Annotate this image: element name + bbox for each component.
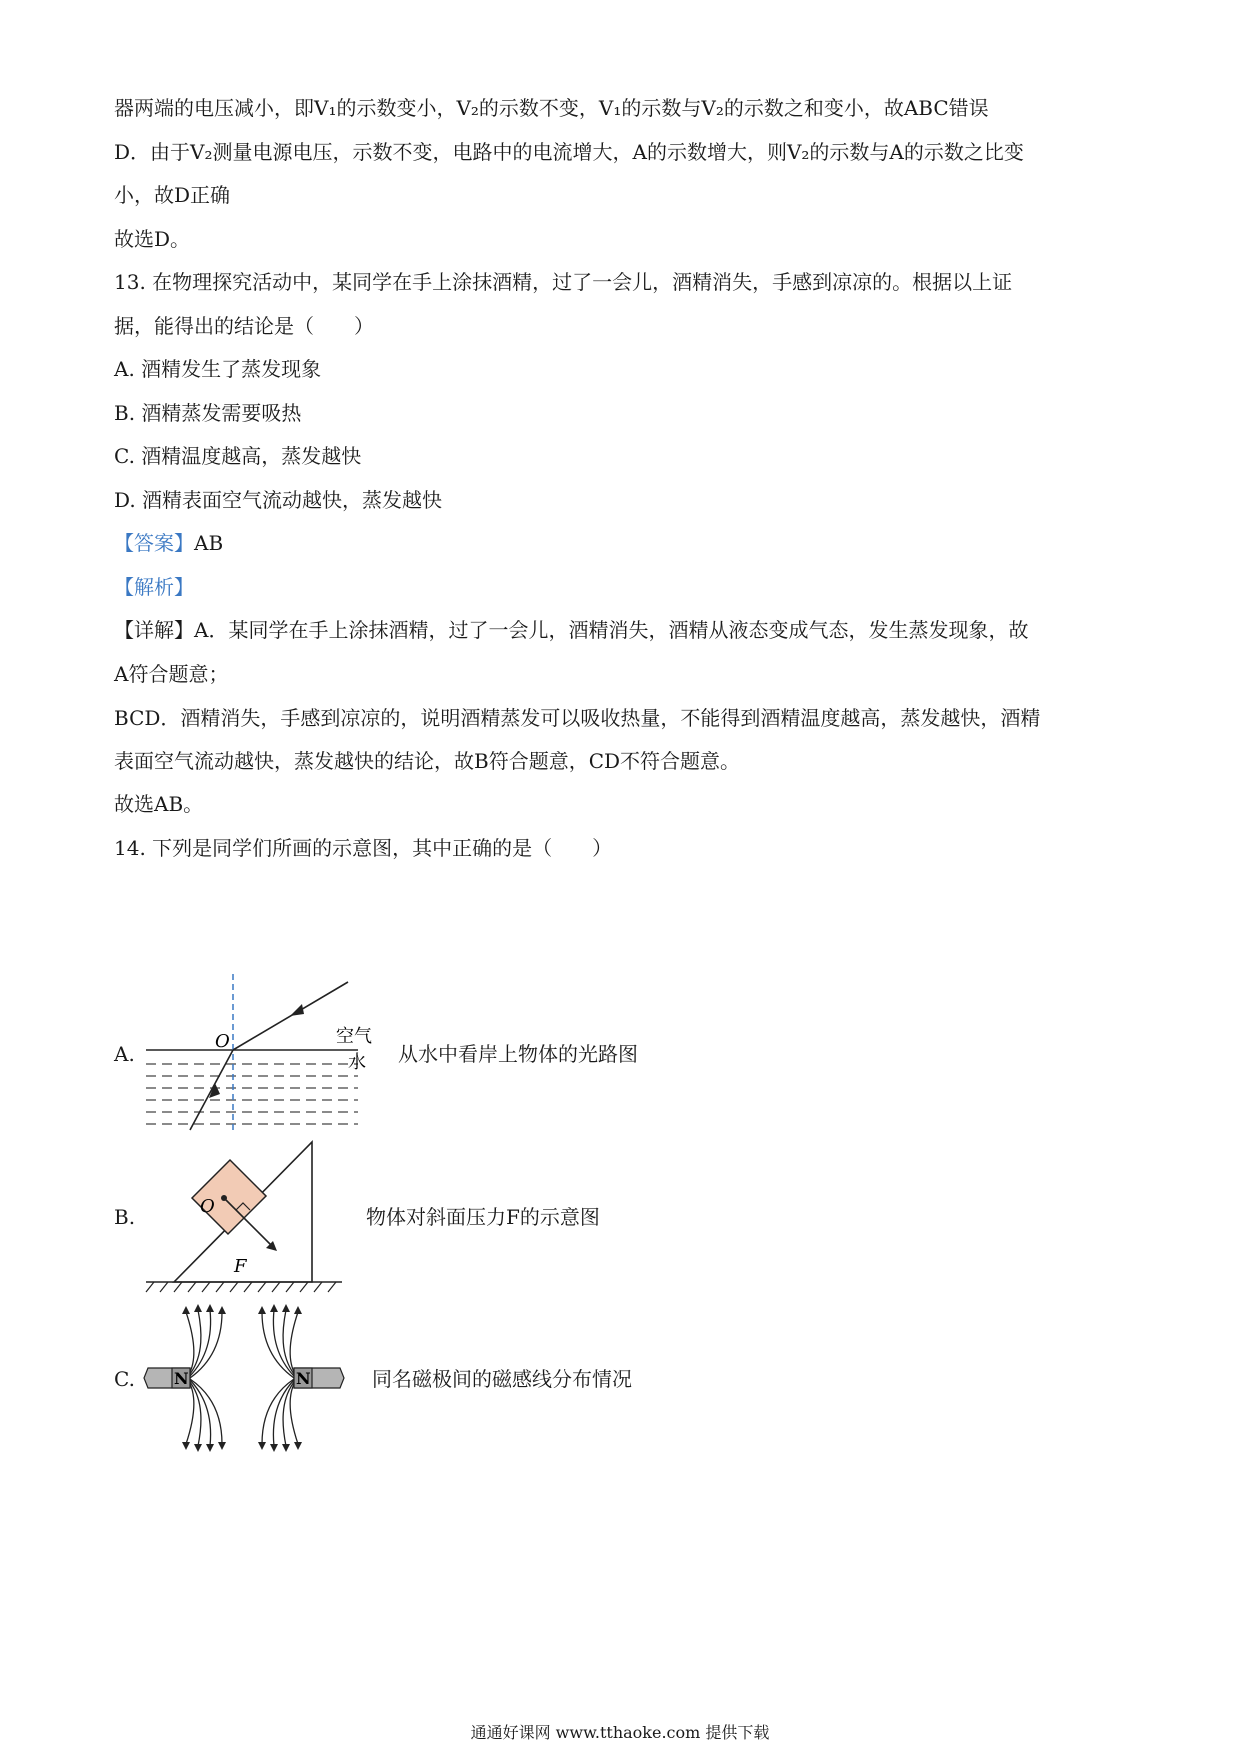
air-label: 空气: [336, 1026, 372, 1047]
field-lines: [186, 1310, 298, 1446]
text-line: 小，故D正确: [114, 183, 231, 207]
detail-line: 【详解】A．某同学在手上涂抹酒精，过了一会儿，酒精消失，酒精从液态变成气态，发生蒸发现象，故: [114, 618, 1029, 642]
option-a-caption: 从水中看岸上物体的光路图: [398, 1042, 638, 1066]
detail-line: BCD．酒精消失，手感到凉凉的，说明酒精蒸发可以吸收热量，不能得到酒精温度越高，蒸发越快，酒精: [114, 706, 1041, 730]
footer-source: 通通好课网 www.tthaoke.com 提供下载: [470, 1723, 770, 1742]
detail-line: 表面空气流动越快，蒸发越快的结论，故B符合题意，CD不符合题意。: [114, 749, 741, 773]
answer-line: [114, 529, 1144, 557]
option-c: C. 酒精温度越高，蒸发越快: [114, 444, 362, 468]
incline-diagram: [140, 1136, 350, 1296]
option-b-label: B.: [114, 1205, 136, 1229]
option-b: B. 酒精蒸发需要吸热: [114, 401, 302, 425]
left-pole-label: N: [174, 1369, 189, 1388]
incident-ray: [233, 982, 348, 1050]
question-14-stem: 14. 下列是同学们所画的示意图，其中正确的是（ ）: [114, 836, 613, 860]
point-o-label: O: [200, 1196, 215, 1217]
refracted-ray: [190, 1050, 233, 1130]
water-surface: [146, 1050, 358, 1124]
point-o-label: O: [215, 1031, 230, 1052]
question-13-stem-cont: 据，能得出的结论是（ ）: [114, 314, 374, 338]
magnet-diagram: [140, 1300, 380, 1460]
detail-line: 故选AB。: [114, 792, 204, 816]
ground-hatching: [146, 1282, 336, 1292]
option-a: A. 酒精发生了蒸发现象: [114, 357, 322, 381]
right-magnet: [294, 1368, 344, 1388]
detail-line: A符合题意；: [114, 662, 229, 686]
refraction-diagram: [140, 970, 400, 1135]
text-line: 故选D。: [114, 227, 191, 251]
analysis-tag: 【解析】: [114, 575, 194, 599]
text-line: 器两端的电压减小，即V₁的示数变小，V₂的示数不变，V₁的示数与V₂的示数之和变小，故ABC错误: [114, 96, 989, 120]
option-c-caption: 同名磁极间的磁感线分布情况: [372, 1367, 632, 1391]
water-label: 水: [348, 1052, 366, 1073]
left-magnet: [144, 1368, 190, 1388]
question-13-stem: 13. 在物理探究活动中，某同学在手上涂抹酒精，过了一会儿，酒精消失，手感到凉凉的。根据以上证: [114, 270, 1013, 294]
option-c-label: C.: [114, 1367, 135, 1391]
answer-tag: 【答案】: [114, 531, 194, 555]
option-b-caption: 物体对斜面压力F的示意图: [366, 1205, 600, 1229]
answer-value: AB: [194, 531, 224, 555]
option-a-label: A.: [114, 1042, 135, 1066]
right-pole-label: N: [296, 1369, 311, 1388]
option-d: D. 酒精表面空气流动越快，蒸发越快: [114, 488, 443, 512]
text-line: D．由于V₂测量电源电压，示数不变，电路中的电流增大，A的示数增大，则V₂的示数与A的示数之比变: [114, 140, 1024, 164]
force-label: F: [234, 1256, 247, 1277]
arrow-head: [290, 1004, 304, 1016]
